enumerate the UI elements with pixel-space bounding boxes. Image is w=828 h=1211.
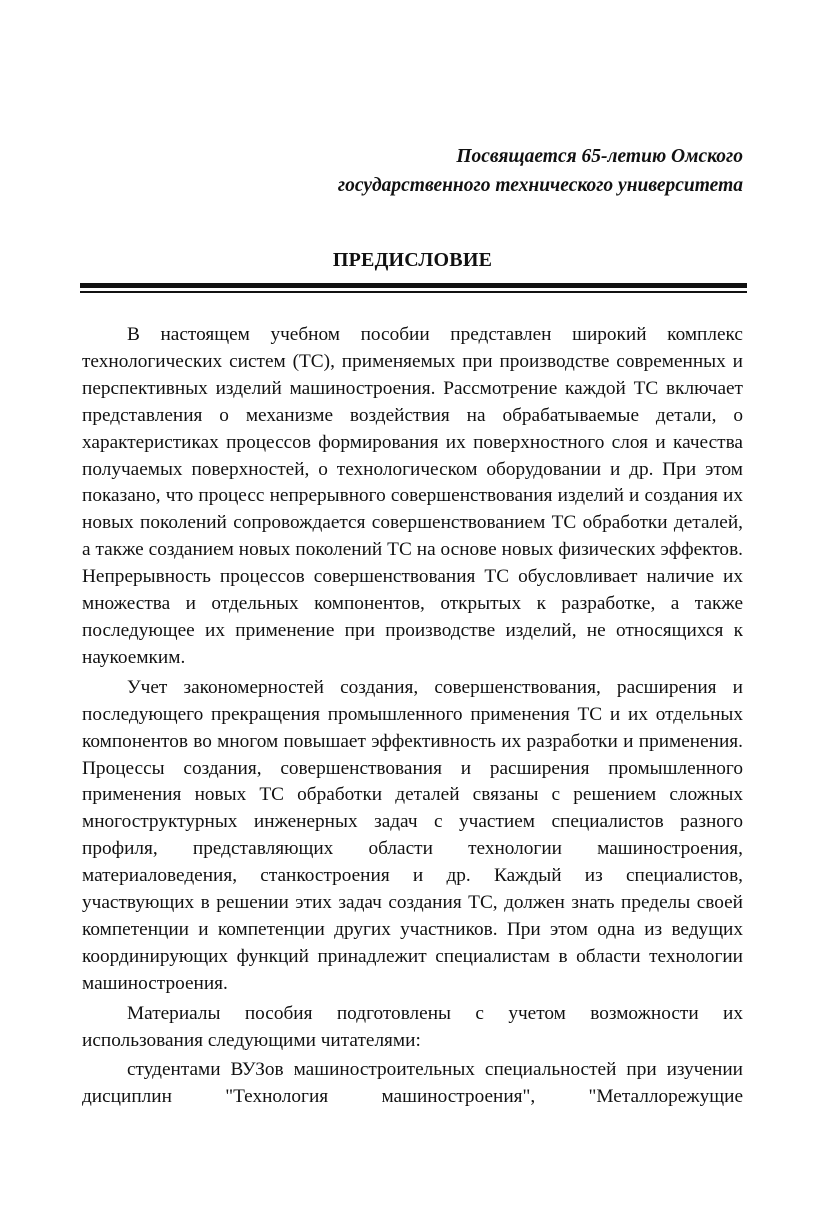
section-heading: ПРЕДИСЛОВИЕ	[332, 249, 493, 271]
dedication-line-1: Посвящается 65-летию Омского	[456, 146, 743, 167]
paragraph-4: студентами ВУЗов машиностроительных специальностей при изучении дисциплин "Технология машиностроения", "Металлорежущие	[82, 1059, 743, 1108]
dedication	[250, 142, 743, 200]
body-text	[82, 322, 743, 1111]
heading-rule-thin	[80, 291, 747, 293]
paragraph-1: В настоящем учебном пособии представлен широкий комплекс технологических систем (ТС), применяемых при производстве современных и перспективных изделий машиностроения. Рассмотрение каждой ТС включает представления о механизме воздействия на обрабатываемые детали, о характеристиках процессов формирования их поверхностного слоя и качества получаемых поверхностей, о технологическом оборудовании и др. При этом показано, что процесс непрерывного совершенствования изделий и создания их новых поколений сопровождается совершенствованием ТС обработки деталей, а также созданием новых поколений ТС на основе новых физических эффектов. Непрерывность процессов совершенствования ТС обусловливает наличие их множества и отдельных компонентов, открытых к разработке, а также последующее их применение при производстве изделий, не относящихся к наукоемким.	[82, 324, 743, 668]
heading-rule-thick	[80, 283, 747, 288]
paragraph-2: Учет закономерностей создания, совершенствования, расширения и последующего прекращения промышленного применения ТС и их отдельных компонентов во многом повышает эффективность их разработки и применения. Процессы создания, совершенствования и расширения промышленного применения новых ТС обработки деталей связаны с решением сложных многоструктурных инженерных задач с участием специалистов разного профиля, представляющих области технологии машиностроения, материаловедения, станкостроения и др. Каждый из специалистов, участвующих в решении этих задач создания ТС, должен знать пределы своей компетенции и компетенции других участников. При этом одна из ведущих координирующих функций принадлежит специалистам в области технологии машиностроения.	[82, 676, 743, 994]
paragraph-3: Материалы пособия подготовлены с учетом возможности их использования следующими читателями:	[82, 1002, 743, 1051]
dedication-line-2: государственного технического университета	[337, 175, 743, 196]
